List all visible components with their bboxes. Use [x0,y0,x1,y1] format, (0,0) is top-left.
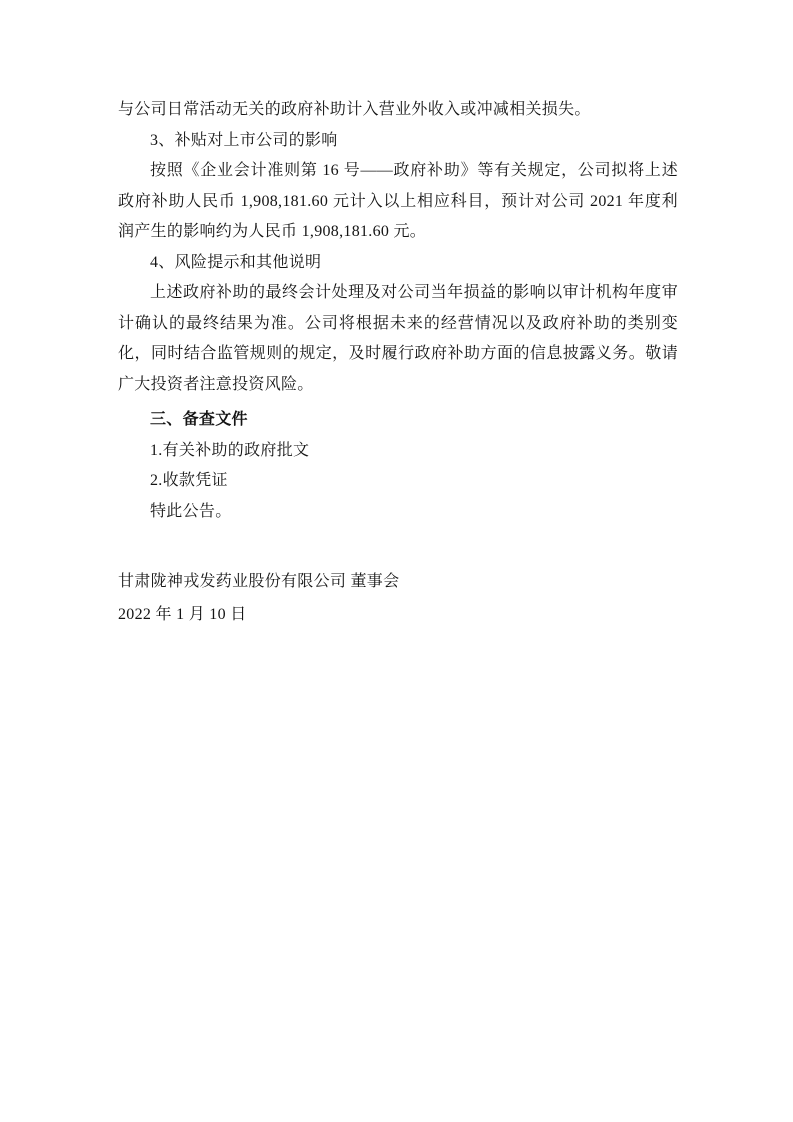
paragraph-risk-statement: 上述政府补助的最终会计处理及对公司当年损益的影响以审计机构年度审计确认的最终结果为准。公司将根据未来的经营情况以及政府补助的类别变化，同时结合监管规则的规定，及时履行政府补助方面的信息披露义务。敬请广大投资者注意投资风险。 [118,284,678,393]
signature-block [118,565,678,631]
list-item-government-approval: 1.有关补助的政府批文 [150,441,310,459]
signature-company: 甘肃陇神戎发药业股份有限公司 董事会 [118,573,400,590]
document-body [118,95,678,631]
section-heading-reference-documents: 三、备查文件 [150,411,248,428]
signature-date: 2022 年 1 月 10 日 [118,606,247,623]
list-item-payment-receipt: 2.收款凭证 [150,472,228,489]
paragraph-accounting-treatment: 按照《企业会计准则第 16 号——政府补助》等有关规定，公司拟将上述政府补助人民币 1,908,181.60 元计入以上相应科目，预计对公司 2021 年度利润产生的影响约为人民币 1,908,181.60 元。 [118,162,678,240]
closing-statement: 特此公告。 [150,502,232,520]
subheading-subsidy-impact: 3、补贴对上市公司的影响 [150,131,338,149]
subheading-risk-notice: 4、风险提示和其他说明 [150,253,322,271]
paragraph-continuation: 与公司日常活动无关的政府补助计入营业外收入或冲减相关损失。 [118,101,591,118]
